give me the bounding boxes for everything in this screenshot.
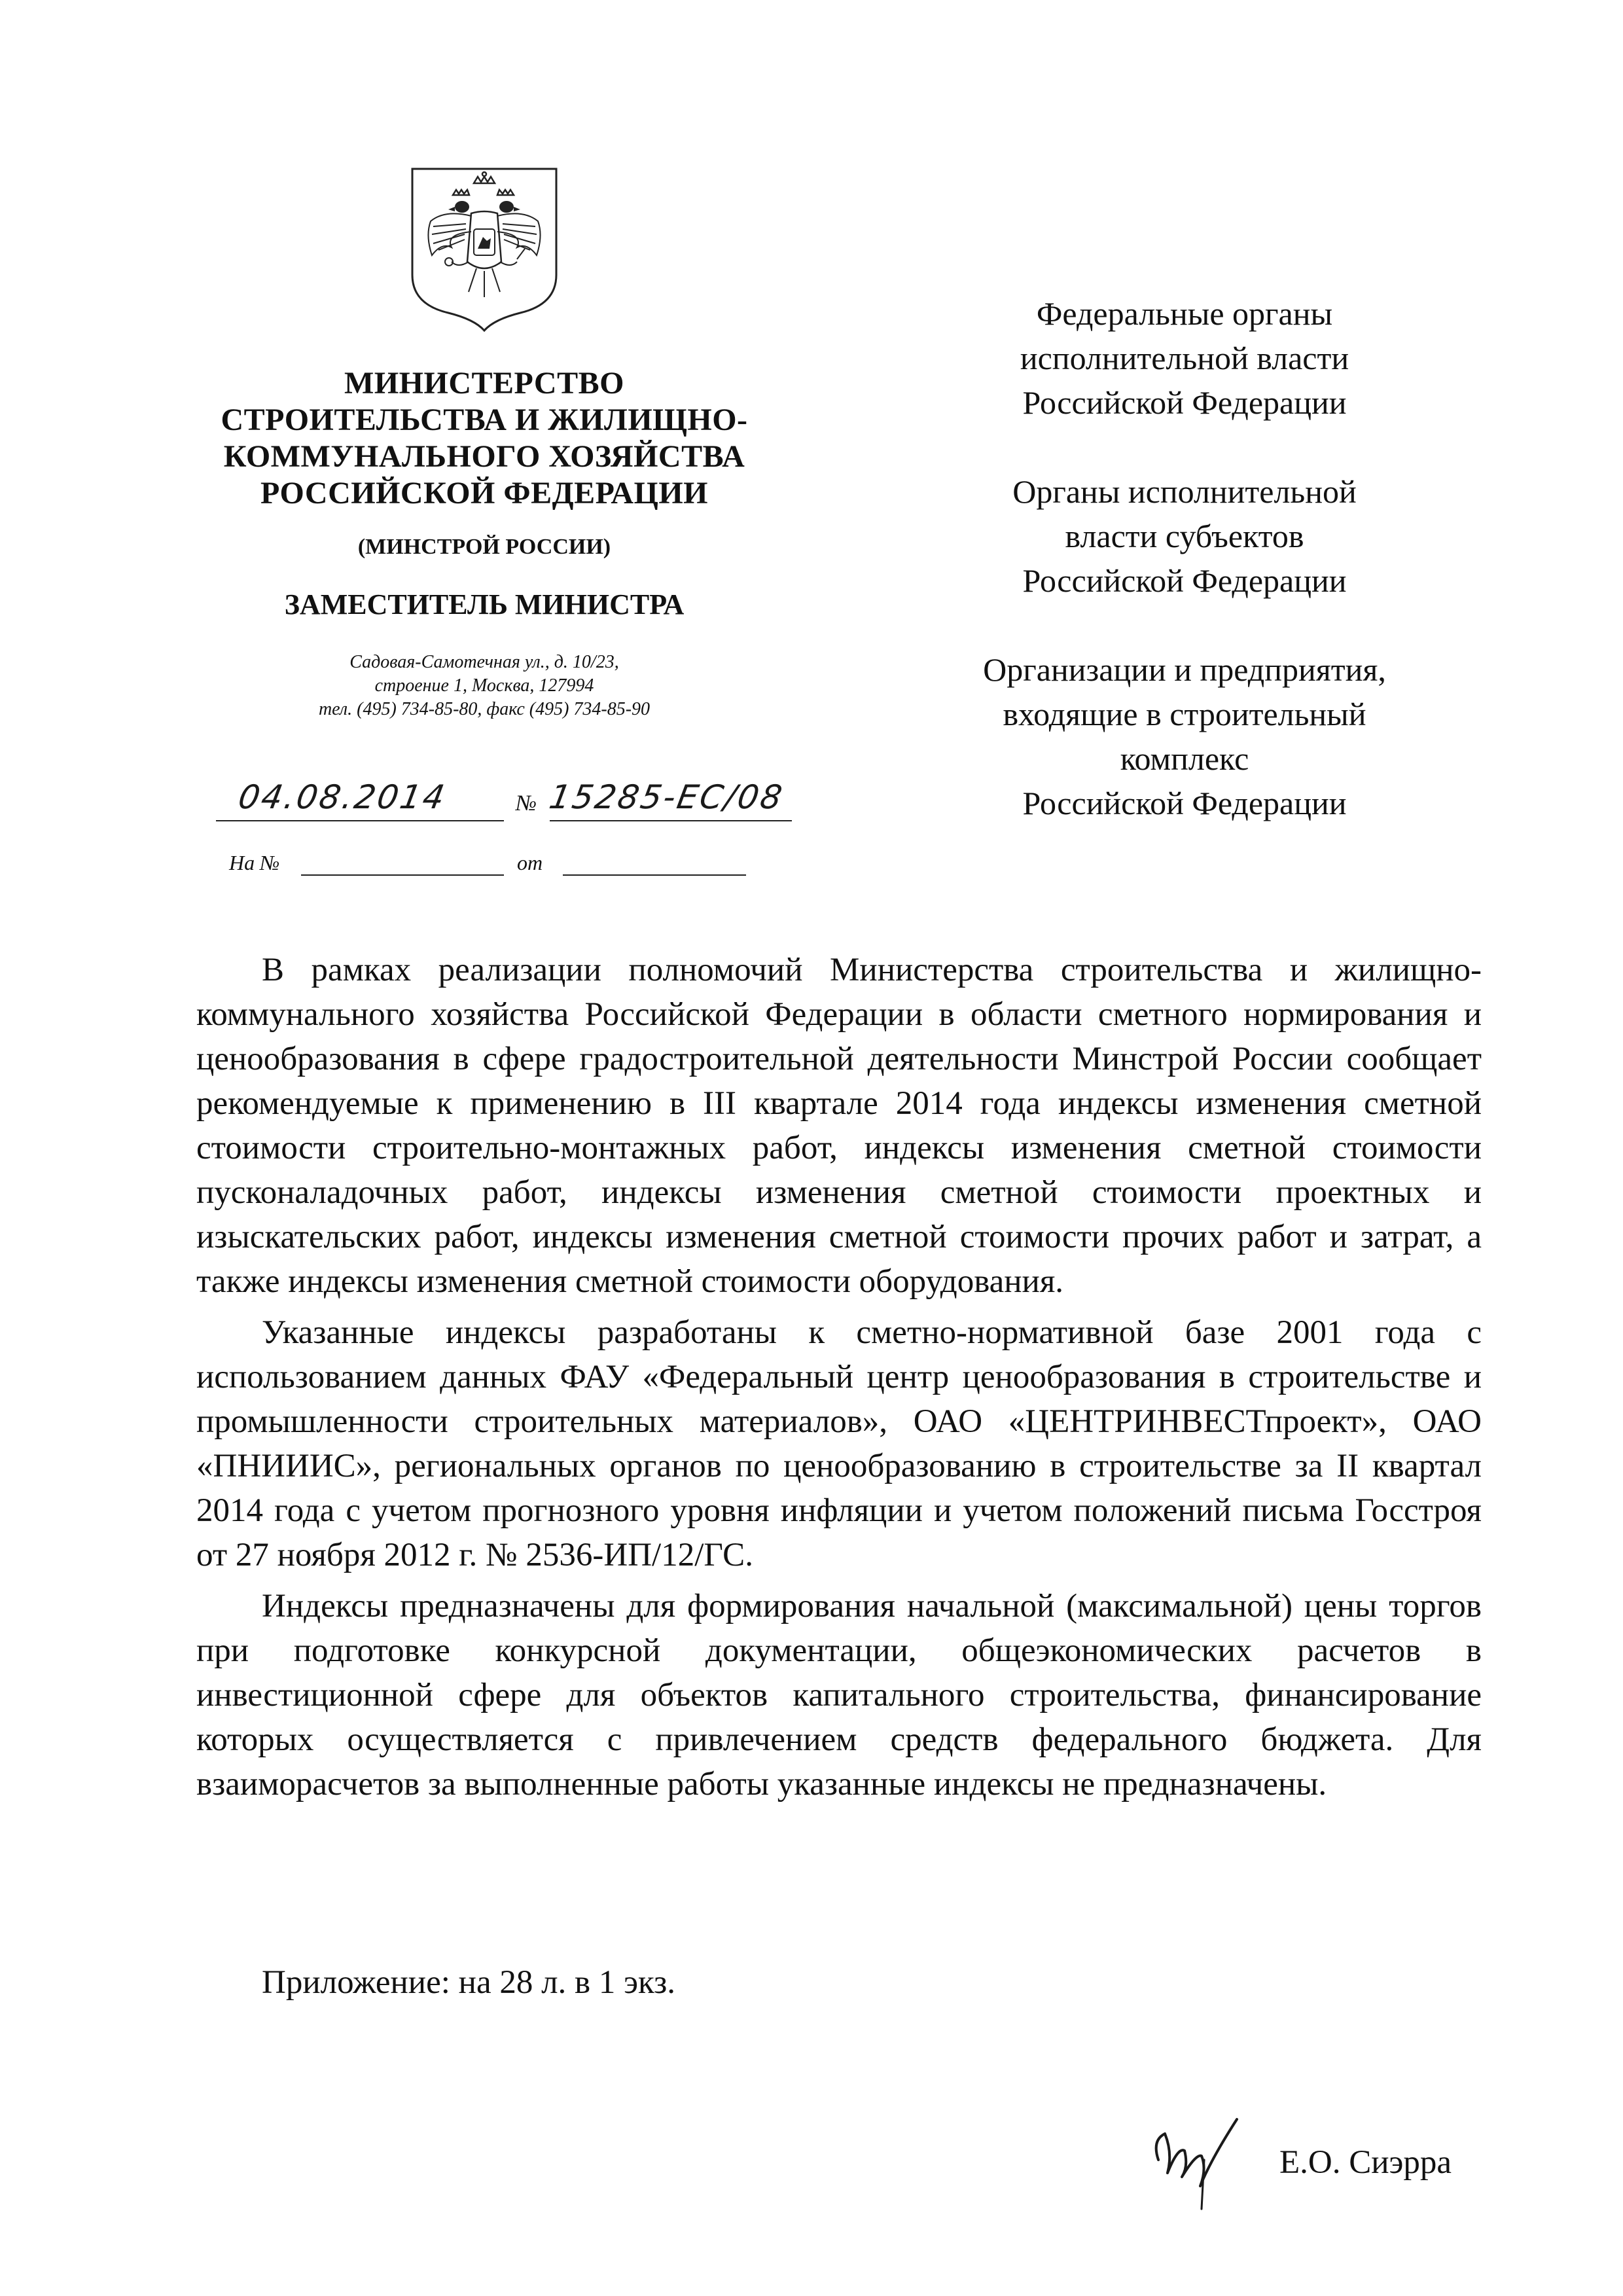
position-title: ЗАМЕСТИТЕЛЬ МИНИСТРА (284, 588, 685, 620)
addressee-line: Российской Федерации (1022, 785, 1347, 821)
russian-coat-of-arms-icon (406, 164, 563, 334)
attachment-note: Приложение: на 28 л. в 1 экз. (262, 1964, 675, 2001)
body-paragraph: Указанные индексы разработаны к сметно-нормативной базе 2001 года с использованием данных ФАУ «Федеральный центр ценообразования в строительстве и промышленности строительных материалов», ОАО «ЦЕНТРИНВЕСТпроект», ОАО «ПНИИИС», региональных органов по ценообразованию в строительстве за II квартал 2014 года с учетом прогнозного уровня инфляции и учетом положений письма Госстроя от 27 ноября 2012 г. № 2536-ИП/12/ГС. (196, 1314, 1482, 1573)
reply-reference-line (229, 851, 753, 884)
reply-date-blank (563, 874, 746, 876)
ministry-short-name: (МИНСТРОЙ РОССИИ) (357, 535, 611, 559)
registration-number-field (546, 778, 792, 821)
ministry-name-line: СТРОИТЕЛЬСТВА И ЖИЛИЩНО- (221, 403, 748, 437)
addressee-line: Российской Федерации (1022, 384, 1347, 421)
registration-date-field (216, 778, 504, 821)
addressee-federal (929, 291, 1440, 425)
addressee-line: Организации и предприятия, (983, 651, 1386, 688)
reply-to-label: На № (229, 851, 280, 874)
addressee-regional (929, 469, 1440, 603)
address-line: Садовая-Самотечная ул., д. 10/23, (349, 652, 619, 672)
ministry-address (196, 651, 772, 721)
address-line: строение 1, Москва, 127994 (374, 675, 594, 696)
registration-number: 15285-ЕС/08 (546, 778, 787, 816)
addressee-line: Федеральные органы (1036, 295, 1333, 332)
addressee-line: Органы исполнительной (1012, 473, 1357, 510)
registration-date: 04.08.2014 (235, 778, 450, 816)
addressee-line: комплекс (1120, 740, 1249, 777)
body-paragraph: В рамках реализации полномочий Министерства строительства и жилищно-коммунального хозяйства Российской Федерации в области сметного нормирования и ценообразования в сфере градостроительной деятельности Минстрой России сообщает рекомендуемые к применению в III квартале 2014 года индексы изменения сметной стоимости строительно-монтажных работ, индексы изменения сметной стоимости пусконаладочных работ, индексы изменения сметной стоимости проектных и изыскательских работ, индексы изменения сметной стоимости прочих работ и затрат, а также индексы изменения сметной стоимости оборудования. (196, 952, 1482, 1300)
body-paragraph: Индексы предназначены для формирования начальной (максимальной) цены торгов при подготовке конкурсной документации, общеэкономических расчетов в инвестиционной сфере для объектов капитального строительства, финансирование которых осуществляется с привлечением средств федерального бюджета. Для взаиморасчетов за выполненные работы указанные индексы не предназначены. (196, 1588, 1482, 1803)
reply-from-label: от (517, 851, 543, 874)
reply-number-blank (301, 874, 504, 876)
addressee-line: Российской Федерации (1022, 562, 1347, 599)
registration-line (216, 778, 792, 828)
number-sign: № (516, 791, 537, 816)
letterhead (196, 164, 772, 721)
ministry-name-line: МИНИСТЕРСТВО (344, 366, 624, 401)
addressee-line: исполнительной власти (1020, 340, 1349, 376)
addressee-organizations (929, 647, 1440, 825)
addressee-line: входящие в строительный (1003, 696, 1366, 732)
ministry-name-line: РОССИЙСКОЙ ФЕДЕРАЦИИ (260, 476, 709, 511)
address-line: тел. (495) 734-85-80, факс (495) 734-85-90 (318, 699, 651, 719)
ministry-name (196, 365, 772, 512)
addressee-block (929, 291, 1440, 870)
ministry-name-line: КОММУНАЛЬНОГО ХОЗЯЙСТВА (223, 439, 745, 474)
handwritten-signature (1139, 2114, 1257, 2212)
signer-name: Е.О. Сиэрра (1279, 2144, 1452, 2181)
addressee-line: власти субъектов (1065, 518, 1304, 554)
letter-body (196, 948, 1482, 1813)
